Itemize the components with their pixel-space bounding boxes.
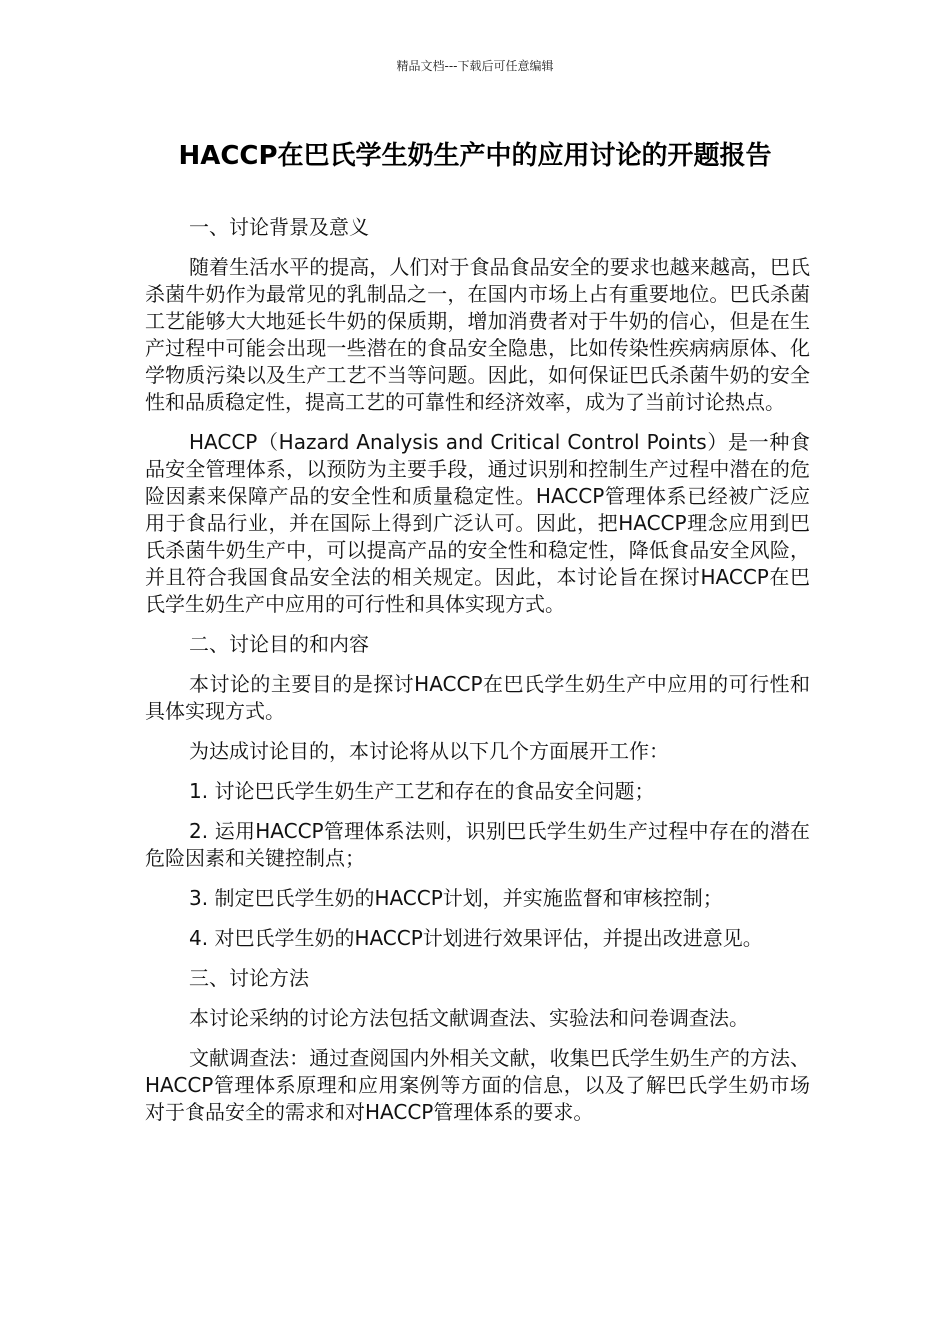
paragraph-background-1: 随着生活水平的提高，人们对于食品食品安全的要求也越来越高，巴氏杀菌牛奶作为最常见的乳制品之一，在国内市场上占有重要地位。巴氏杀菌工艺能够大大地延长牛奶的保质期，增加消费者对于牛奶的信心，但是在生产过程中可能会出现一些潜在的食品安全隐患，比如传染性疾病病原体、化学物质污染以及生产工艺不当等问题。因此，如何保证巴氏杀菌牛奶的安全性和品质稳定性，提高工艺的可靠性和经济效率，成为了当前讨论热点。 — [145, 255, 810, 414]
header-note: 精品文档---下载后可任意编辑 — [396, 59, 554, 73]
paragraph-purpose-1: 本讨论的主要目的是探讨HACCP在巴氏学生奶生产中应用的可行性和具体实现方式。 — [145, 672, 810, 723]
list-item-3: 3. 制定巴氏学生奶的HACCP计划，并实施监督和审核控制； — [189, 886, 723, 910]
document-title: HACCP在巴氏学生奶生产中的应用讨论的开题报告 — [178, 141, 772, 171]
paragraph-purpose-2: 为达成讨论目的，本讨论将从以下几个方面展开工作： — [189, 739, 669, 763]
section-heading-purpose: 二、讨论目的和内容 — [189, 632, 369, 656]
paragraph-method-2: 文献调查法：通过查阅国内外相关文献，收集巴氏学生奶生产的方法、HACCP管理体系原理和应用案例等方面的信息，以及了解巴氏学生奶市场对于食品安全的需求和对HACCP管理体系的要求。 — [145, 1046, 810, 1124]
list-item-4: 4. 对巴氏学生奶的HACCP计划进行效果评估，并提出改进意见。 — [189, 926, 763, 950]
list-item-2: 2. 运用HACCP管理体系法则，识别巴氏学生奶生产过程中存在的潜在危险因素和关键控制点； — [145, 819, 810, 870]
document-body — [145, 214, 810, 1139]
section-heading-method: 三、讨论方法 — [189, 966, 309, 990]
paragraph-background-2: HACCP（Hazard Analysis and Critical Control Points）是一种食品安全管理体系，以预防为主要手段，通过识别和控制生产过程中潜在的危险因素来保障产品的安全性和质量稳定性。HACCP管理体系已经被广泛应用于食品行业，并在国际上得到广泛认可。因此，把HACCP理念应用到巴氏杀菌牛奶生产中，可以提高产品的安全性和稳定性，降低食品安全风险，并且符合我国食品安全法的相关规定。因此，本讨论旨在探讨HACCP在巴氏学生奶生产中应用的可行性和具体实现方式。 — [145, 430, 810, 616]
list-item-1: 1. 讨论巴氏学生奶生产工艺和存在的食品安全问题； — [189, 779, 655, 803]
paragraph-method-1: 本讨论采纳的讨论方法包括文献调查法、实验法和问卷调查法。 — [189, 1006, 749, 1030]
section-heading-background: 一、讨论背景及意义 — [189, 215, 369, 239]
